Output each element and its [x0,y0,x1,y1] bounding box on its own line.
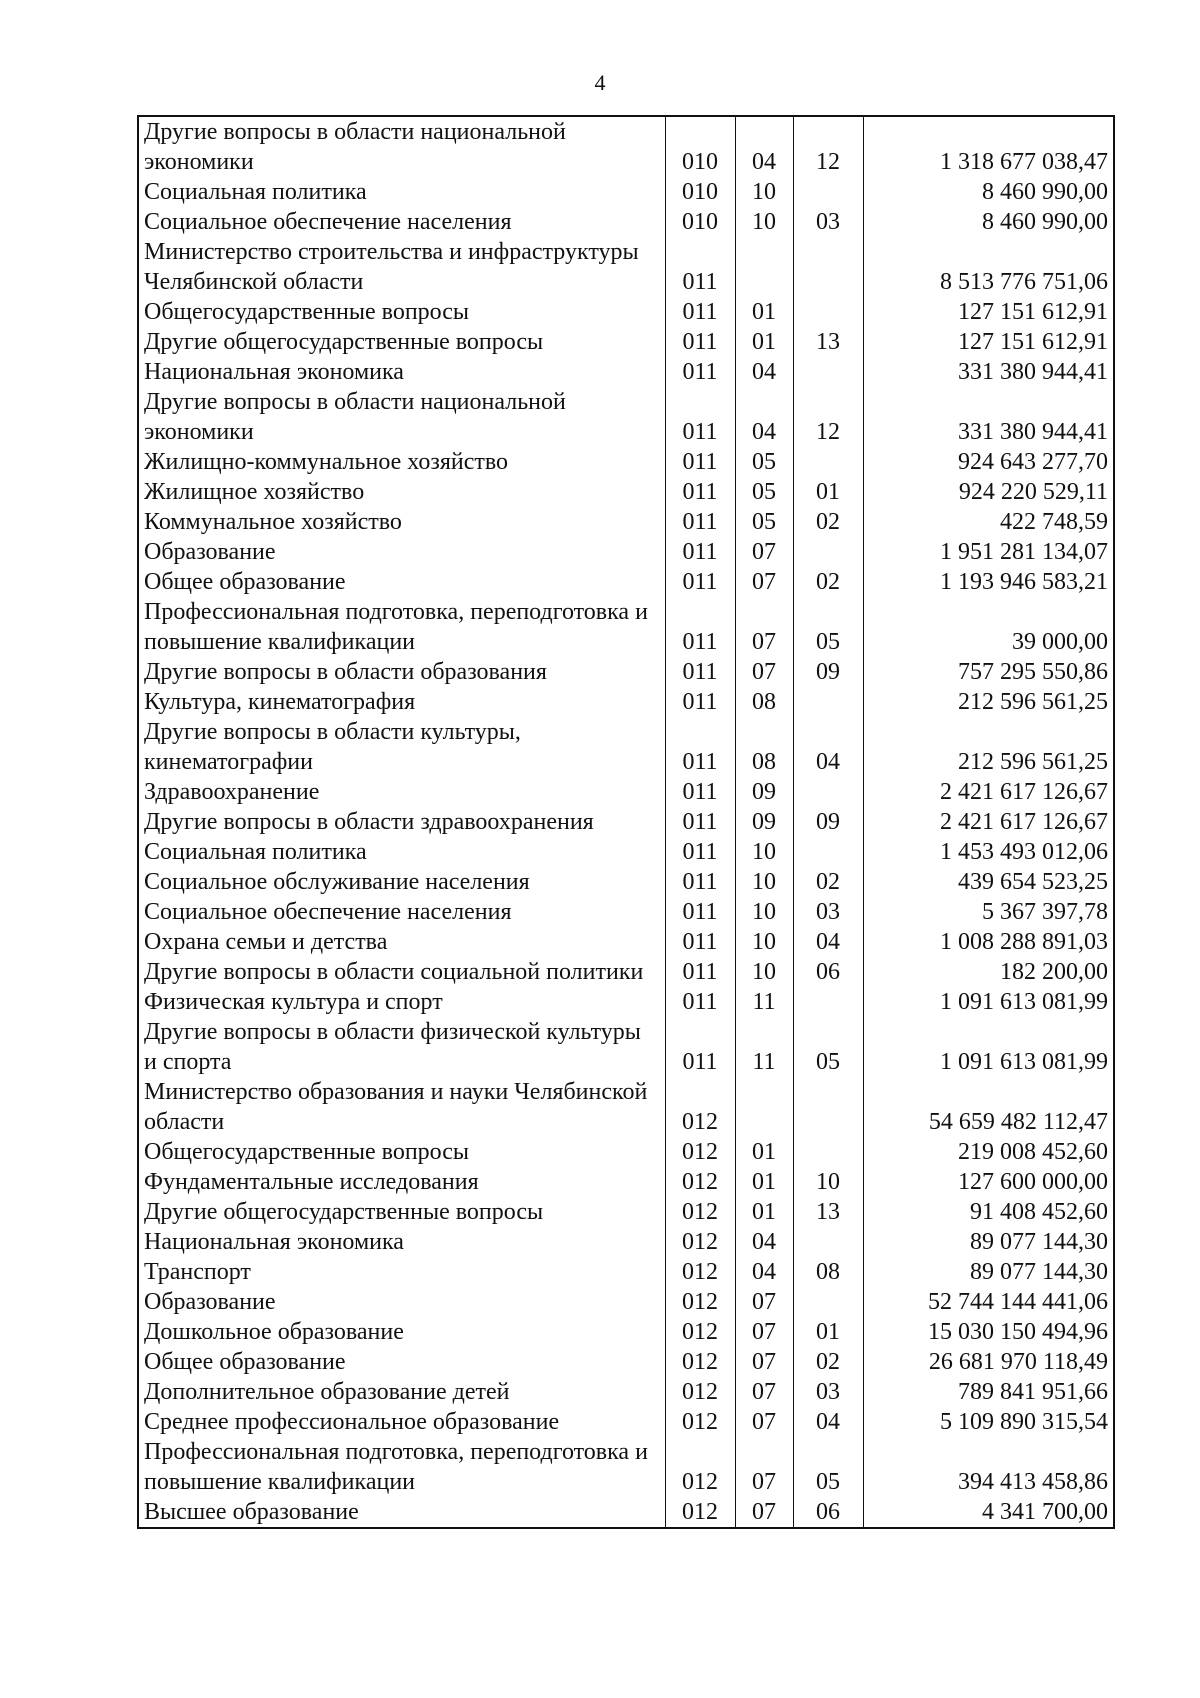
item-name: Охрана семьи и детства [138,927,665,957]
table-row [138,447,1114,477]
section-code: 04 [735,1257,793,1287]
section-code: 08 [735,717,793,777]
table-row [138,567,1114,597]
subsection-code: 03 [793,207,863,237]
amount: 127 151 612,91 [863,297,1114,327]
subsection-code: 04 [793,717,863,777]
section-code: 10 [735,957,793,987]
table-row [138,207,1114,237]
table-row [138,1347,1114,1377]
amount: 39 000,00 [863,597,1114,657]
ministry-code: 012 [665,1167,735,1197]
table-row [138,1197,1114,1227]
subsection-code: 02 [793,507,863,537]
ministry-code: 012 [665,1077,735,1137]
ministry-code: 010 [665,207,735,237]
amount: 422 748,59 [863,507,1114,537]
amount: 924 220 529,11 [863,477,1114,507]
table-row [138,237,1114,297]
ministry-code: 011 [665,327,735,357]
item-name: Другие вопросы в области социальной политики [138,957,665,987]
table-row [138,1407,1114,1437]
section-code: 07 [735,1287,793,1317]
section-code: 11 [735,1017,793,1077]
amount: 757 295 550,86 [863,657,1114,687]
ministry-code: 012 [665,1497,735,1528]
section-code: 05 [735,477,793,507]
ministry-code: 012 [665,1437,735,1497]
item-name: Высшее образование [138,1497,665,1528]
table-row [138,927,1114,957]
amount: 789 841 951,66 [863,1377,1114,1407]
table-row [138,957,1114,987]
item-name: Общее образование [138,567,665,597]
table-row [138,807,1114,837]
amount: 52 744 144 441,06 [863,1287,1114,1317]
amount: 8 460 990,00 [863,177,1114,207]
subsection-code: 04 [793,927,863,957]
section-code: 01 [735,1167,793,1197]
amount: 1 091 613 081,99 [863,987,1114,1017]
subsection-code: 03 [793,897,863,927]
section-code: 08 [735,687,793,717]
ministry-code: 012 [665,1227,735,1257]
item-name: Национальная экономика [138,1227,665,1257]
item-name: Профессиональная подготовка, переподготовка и повышение квалификации [138,597,665,657]
table-row [138,1227,1114,1257]
item-name: Образование [138,537,665,567]
item-name: Коммунальное хозяйство [138,507,665,537]
amount: 1 453 493 012,06 [863,837,1114,867]
amount: 89 077 144,30 [863,1227,1114,1257]
item-name: Социальное обслуживание населения [138,867,665,897]
amount: 394 413 458,86 [863,1437,1114,1497]
ministry-code: 011 [665,927,735,957]
subsection-code [793,1077,863,1137]
ministry-code: 012 [665,1287,735,1317]
subsection-code [793,1287,863,1317]
section-code [735,237,793,297]
amount: 127 151 612,91 [863,327,1114,357]
amount: 2 421 617 126,67 [863,777,1114,807]
subsection-code [793,357,863,387]
table-row [138,1377,1114,1407]
item-name: Национальная экономика [138,357,665,387]
subsection-code: 09 [793,657,863,687]
amount: 331 380 944,41 [863,387,1114,447]
table-row [138,777,1114,807]
ministry-code: 012 [665,1347,735,1377]
table-row [138,1497,1114,1528]
subsection-code: 03 [793,1377,863,1407]
subsection-code: 12 [793,116,863,177]
ministry-code: 011 [665,897,735,927]
item-name: Образование [138,1287,665,1317]
item-name: Транспорт [138,1257,665,1287]
subsection-code [793,777,863,807]
amount: 1 951 281 134,07 [863,537,1114,567]
amount: 5 367 397,78 [863,897,1114,927]
subsection-code: 12 [793,387,863,447]
item-name: Социальная политика [138,837,665,867]
ministry-code: 011 [665,387,735,447]
item-name: Дошкольное образование [138,1317,665,1347]
item-name: Среднее профессиональное образование [138,1407,665,1437]
ministry-code: 011 [665,537,735,567]
subsection-code [793,537,863,567]
ministry-code: 011 [665,777,735,807]
subsection-code: 02 [793,567,863,597]
amount: 54 659 482 112,47 [863,1077,1114,1137]
section-code: 07 [735,1407,793,1437]
subsection-code: 02 [793,867,863,897]
section-code: 04 [735,116,793,177]
ministry-code: 011 [665,837,735,867]
subsection-code: 05 [793,1437,863,1497]
section-code: 10 [735,897,793,927]
subsection-code [793,987,863,1017]
section-code: 01 [735,1197,793,1227]
ministry-code: 011 [665,357,735,387]
subsection-code [793,837,863,867]
budget-table-body [138,116,1114,1528]
table-row [138,116,1114,177]
section-code: 07 [735,1497,793,1528]
section-code: 09 [735,777,793,807]
item-name: Дополнительное образование детей [138,1377,665,1407]
subsection-code: 02 [793,1347,863,1377]
amount: 1 008 288 891,03 [863,927,1114,957]
item-name: Социальная политика [138,177,665,207]
page-number: 4 [594,70,606,95]
section-code: 04 [735,357,793,387]
amount: 1 091 613 081,99 [863,1017,1114,1077]
table-row [138,1437,1114,1497]
ministry-code: 011 [665,867,735,897]
item-name: Здравоохранение [138,777,665,807]
section-code: 07 [735,567,793,597]
table-row [138,897,1114,927]
section-code: 01 [735,1137,793,1167]
table-row [138,1257,1114,1287]
table-row [138,657,1114,687]
amount: 91 408 452,60 [863,1197,1114,1227]
table-row [138,1077,1114,1137]
ministry-code: 012 [665,1137,735,1167]
table-row [138,1017,1114,1077]
table-row [138,1317,1114,1347]
item-name: Другие общегосударственные вопросы [138,1197,665,1227]
item-name: Социальное обеспечение населения [138,207,665,237]
section-code [735,1077,793,1137]
table-row [138,387,1114,447]
table-row [138,717,1114,777]
subsection-code: 08 [793,1257,863,1287]
ministry-code: 011 [665,597,735,657]
item-name: Другие вопросы в области национальной экономики [138,116,665,177]
item-name: Жилищное хозяйство [138,477,665,507]
section-code: 07 [735,1437,793,1497]
table-row [138,837,1114,867]
table-row [138,987,1114,1017]
amount: 8 460 990,00 [863,207,1114,237]
item-name: Физическая культура и спорт [138,987,665,1017]
section-code: 10 [735,927,793,957]
item-name: Другие вопросы в области национальной экономики [138,387,665,447]
section-code: 07 [735,537,793,567]
ministry-code: 010 [665,177,735,207]
table-row [138,1167,1114,1197]
amount: 8 513 776 751,06 [863,237,1114,297]
section-code: 11 [735,987,793,1017]
subsection-code: 10 [793,1167,863,1197]
ministry-code: 011 [665,687,735,717]
ministry-code: 011 [665,717,735,777]
item-name: Общее образование [138,1347,665,1377]
section-code: 05 [735,447,793,477]
ministry-code: 011 [665,1017,735,1077]
item-name: Профессиональная подготовка, переподготовка и повышение квалификации [138,1437,665,1497]
subsection-code: 05 [793,1017,863,1077]
section-code: 10 [735,177,793,207]
section-code: 04 [735,1227,793,1257]
section-code: 07 [735,657,793,687]
item-name: Жилищно-коммунальное хозяйство [138,447,665,477]
amount: 212 596 561,25 [863,687,1114,717]
table-row [138,477,1114,507]
ministry-code: 011 [665,507,735,537]
subsection-code [793,687,863,717]
subsection-code [793,237,863,297]
amount: 924 643 277,70 [863,447,1114,477]
subsection-code [793,1137,863,1167]
section-code: 09 [735,807,793,837]
amount: 26 681 970 118,49 [863,1347,1114,1377]
table-row [138,507,1114,537]
amount: 2 421 617 126,67 [863,807,1114,837]
subsection-code [793,1227,863,1257]
amount: 182 200,00 [863,957,1114,987]
table-row [138,327,1114,357]
ministry-code: 012 [665,1317,735,1347]
ministry-code: 011 [665,567,735,597]
amount: 212 596 561,25 [863,717,1114,777]
ministry-code: 011 [665,807,735,837]
item-name: Социальное обеспечение населения [138,897,665,927]
subsection-code: 13 [793,1197,863,1227]
item-name: Культура, кинематография [138,687,665,717]
table-row [138,597,1114,657]
ministry-code: 012 [665,1407,735,1437]
section-code: 01 [735,327,793,357]
table-row [138,537,1114,567]
section-code: 01 [735,297,793,327]
section-code: 10 [735,837,793,867]
item-name: Министерство строительства и инфраструктуры Челябинской области [138,237,665,297]
ministry-code: 011 [665,237,735,297]
amount: 219 008 452,60 [863,1137,1114,1167]
table-row [138,867,1114,897]
subsection-code [793,297,863,327]
section-code: 07 [735,1347,793,1377]
subsection-code [793,177,863,207]
section-code: 07 [735,1317,793,1347]
budget-table [137,115,1115,1529]
section-code: 05 [735,507,793,537]
section-code: 07 [735,1377,793,1407]
amount: 331 380 944,41 [863,357,1114,387]
subsection-code: 04 [793,1407,863,1437]
ministry-code: 011 [665,987,735,1017]
table-row [138,1287,1114,1317]
table-row [138,357,1114,387]
ministry-code: 011 [665,297,735,327]
amount: 1 318 677 038,47 [863,116,1114,177]
subsection-code: 13 [793,327,863,357]
subsection-code [793,447,863,477]
item-name: Другие вопросы в области здравоохранения [138,807,665,837]
amount: 1 193 946 583,21 [863,567,1114,597]
amount: 439 654 523,25 [863,867,1114,897]
subsection-code: 01 [793,1317,863,1347]
item-name: Другие вопросы в области физической культуры и спорта [138,1017,665,1077]
subsection-code: 09 [793,807,863,837]
amount: 4 341 700,00 [863,1497,1114,1528]
ministry-code: 011 [665,657,735,687]
item-name: Другие общегосударственные вопросы [138,327,665,357]
table-row [138,297,1114,327]
item-name: Другие вопросы в области образования [138,657,665,687]
section-code: 07 [735,597,793,657]
subsection-code: 05 [793,597,863,657]
ministry-code: 010 [665,116,735,177]
item-name: Фундаментальные исследования [138,1167,665,1197]
amount: 89 077 144,30 [863,1257,1114,1287]
amount: 15 030 150 494,96 [863,1317,1114,1347]
table-row [138,687,1114,717]
amount: 5 109 890 315,54 [863,1407,1114,1437]
item-name: Общегосударственные вопросы [138,297,665,327]
section-code: 10 [735,207,793,237]
item-name: Другие вопросы в области культуры, кинематографии [138,717,665,777]
section-code: 10 [735,867,793,897]
amount: 127 600 000,00 [863,1167,1114,1197]
table-row [138,177,1114,207]
ministry-code: 011 [665,447,735,477]
item-name: Общегосударственные вопросы [138,1137,665,1167]
ministry-code: 011 [665,957,735,987]
ministry-code: 012 [665,1197,735,1227]
ministry-code: 011 [665,477,735,507]
ministry-code: 012 [665,1257,735,1287]
subsection-code: 06 [793,1497,863,1528]
subsection-code: 01 [793,477,863,507]
item-name: Министерство образования и науки Челябинской области [138,1077,665,1137]
ministry-code: 012 [665,1377,735,1407]
section-code: 04 [735,387,793,447]
subsection-code: 06 [793,957,863,987]
table-row [138,1137,1114,1167]
